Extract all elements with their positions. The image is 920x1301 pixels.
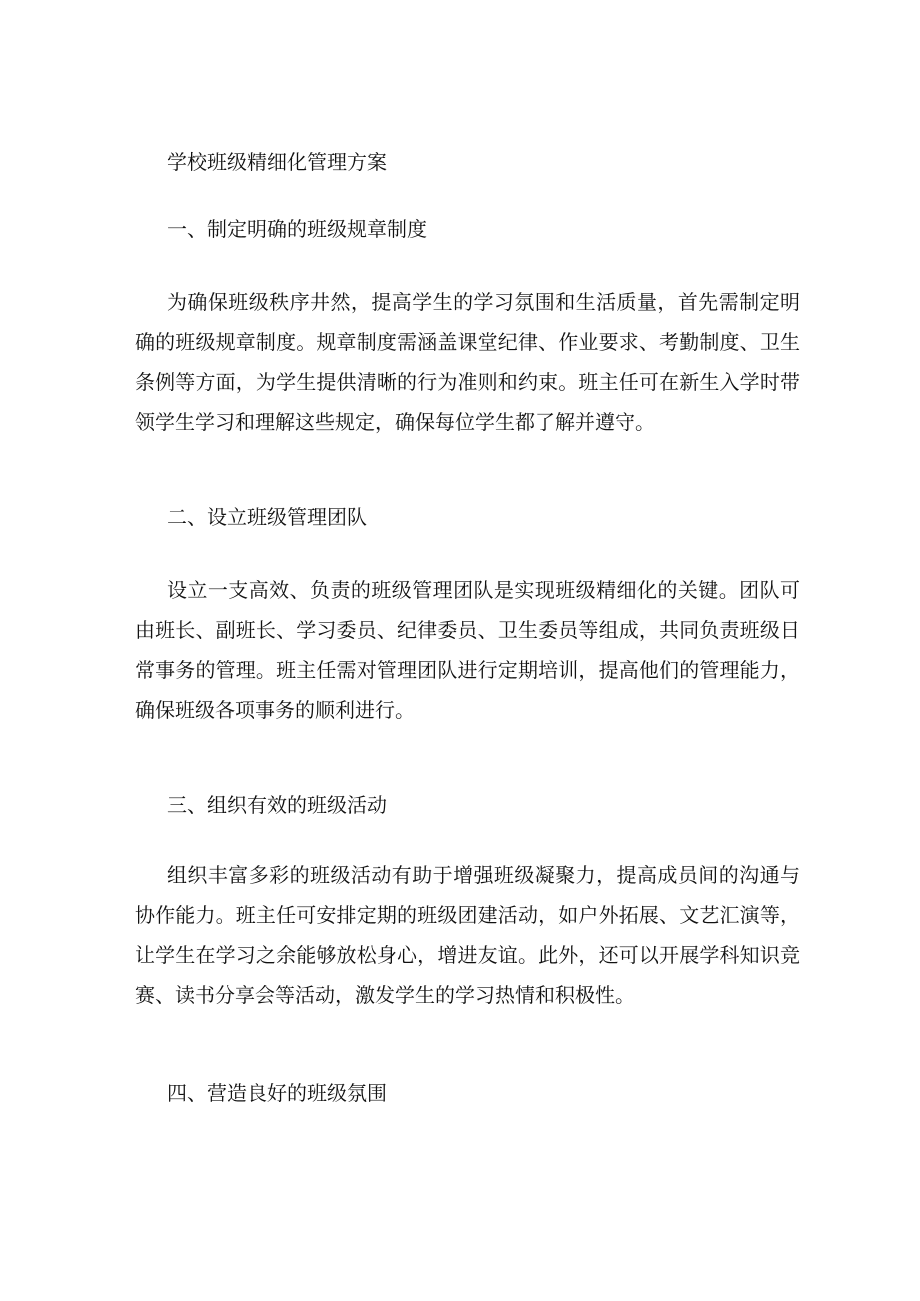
section-heading-1: 一、制定明确的班级规章制度 (167, 217, 427, 241)
document-title: 学校班级精细化管理方案 (167, 150, 387, 174)
section-heading-3: 三、组织有效的班级活动 (167, 793, 387, 817)
section-body-2: 设立一支高效、负责的班级管理团队是实现班级精细化的关键。团队可由班长、副班长、学习委员、纪律委员、卫生委员等组成，共同负责班级日常事务的管理。班主任需对管理团队进行定期培训，提高他们的管理能力，确保班级各项事务的顺利进行。 (135, 578, 800, 722)
section-heading-4: 四、营造良好的班级氛围 (167, 1081, 387, 1105)
section-heading-2: 二、设立班级管理团队 (167, 505, 367, 529)
section-body-1: 为确保班级秩序井然，提高学生的学习氛围和生活质量，首先需制定明确的班级规章制度。规章制度需涵盖课堂纪律、作业要求、考勤制度、卫生条例等方面，为学生提供清晰的行为准则和约束。班主任可在新生入学时带领学生学习和理解这些规定，确保每位学生都了解并遵守。 (135, 290, 800, 434)
section-body-3: 组织丰富多彩的班级活动有助于增强班级凝聚力，提高成员间的沟通与协作能力。班主任可安排定期的班级团建活动，如户外拓展、文艺汇演等，让学生在学习之余能够放松身心，增进友谊。此外，还可以开展学科知识竞赛、读书分享会等活动，激发学生的学习热情和积极性。 (135, 863, 800, 1007)
